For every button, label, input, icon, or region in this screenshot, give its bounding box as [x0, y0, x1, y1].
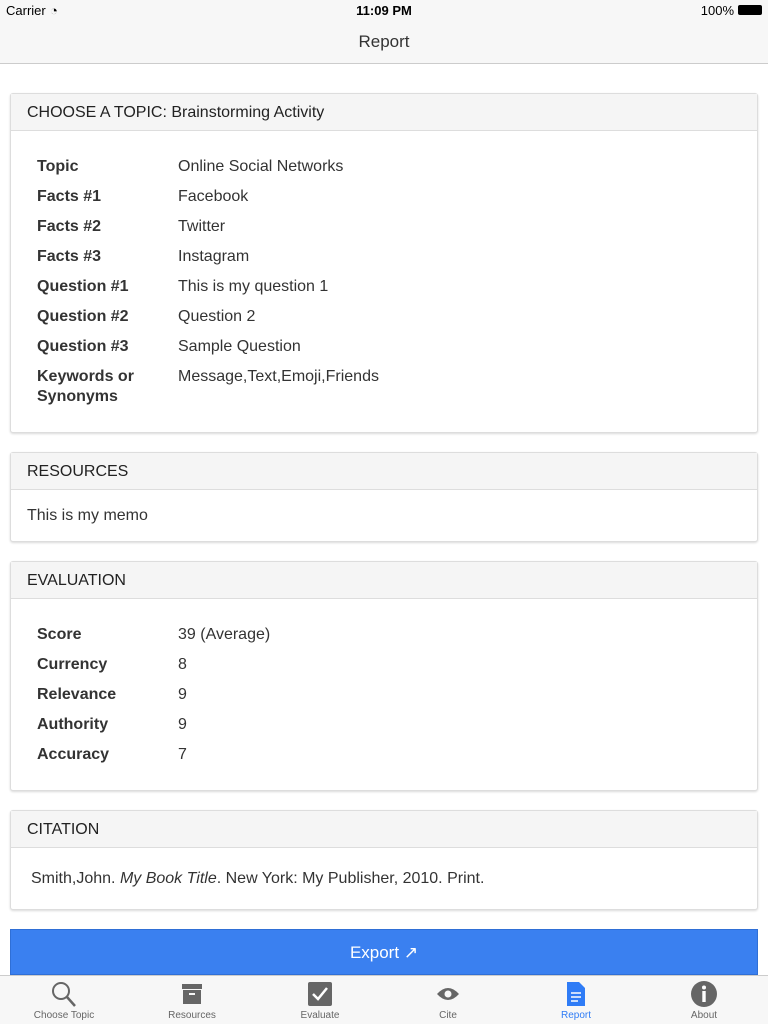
wifi-icon: ◔	[50, 3, 58, 18]
topic-header: CHOOSE A TOPIC: Brainstorming Activity	[11, 94, 757, 131]
topic-row	[37, 157, 757, 187]
row-label: Score	[37, 626, 82, 643]
row-label: Currency	[37, 656, 108, 673]
tab-bar	[0, 975, 768, 1024]
tab-label: Resources	[168, 1010, 216, 1021]
row-label: Authority	[37, 716, 109, 733]
tab-about[interactable]	[640, 976, 768, 1024]
tab-label: Choose Topic	[33, 1010, 95, 1021]
tab-choose-topic[interactable]	[0, 976, 128, 1024]
topic-panel	[10, 93, 758, 433]
row-value: Online Social Networks	[178, 158, 344, 175]
topic-row	[37, 337, 757, 367]
share-icon: ↗	[403, 943, 419, 962]
row-value: 9	[178, 686, 187, 703]
topic-row	[37, 307, 757, 337]
citation-author: Smith,John.	[31, 870, 120, 887]
checkbox-icon	[306, 980, 334, 1008]
tab-resources[interactable]	[128, 976, 256, 1024]
tab-cite[interactable]	[384, 976, 512, 1024]
row-value: Instagram	[178, 248, 250, 265]
row-label: Accuracy	[37, 746, 110, 763]
row-label: Facts #2	[37, 218, 102, 235]
citation-rest: . New York: My Publisher, 2010. Print.	[216, 870, 485, 887]
evaluation-row	[37, 745, 757, 775]
row-value: 7	[178, 746, 187, 763]
row-value: 8	[178, 656, 187, 673]
row-value: 39 (Average)	[178, 626, 271, 643]
citation-title: My Book Title	[119, 870, 217, 887]
row-value: Sample Question	[178, 338, 301, 355]
citation-text	[11, 848, 757, 910]
row-value: Question 2	[178, 308, 256, 325]
topic-row	[37, 187, 757, 217]
evaluation-row	[37, 715, 757, 745]
topic-row	[37, 217, 757, 247]
info-icon	[690, 980, 718, 1008]
row-label: Topic	[37, 158, 79, 175]
tab-label: Cite	[439, 1010, 457, 1021]
tab-label: Evaluate	[300, 1010, 340, 1021]
row-label: Relevance	[37, 686, 117, 703]
battery-icon	[738, 5, 762, 15]
citation-panel	[10, 810, 758, 910]
row-label: Question #1	[37, 278, 129, 295]
export-label: Export	[349, 943, 400, 962]
nav-title: Report	[0, 20, 768, 64]
row-label: Keywords or Synonyms	[37, 368, 134, 405]
row-value: 9	[178, 716, 187, 733]
tab-evaluate[interactable]	[256, 976, 384, 1024]
tab-report[interactable]	[512, 976, 640, 1024]
export-button[interactable]	[10, 929, 758, 975]
battery-label: 100%	[700, 3, 734, 18]
time-label: 11:09 PM	[356, 3, 412, 18]
evaluation-row	[37, 655, 757, 685]
tab-label: Report	[560, 1010, 591, 1021]
resources-header: RESOURCES	[11, 453, 757, 490]
row-value: Twitter	[178, 218, 226, 235]
topic-row	[37, 277, 757, 307]
citation-header: CITATION	[11, 811, 757, 848]
evaluation-row	[37, 625, 757, 655]
evaluation-row	[37, 685, 757, 715]
document-icon	[562, 980, 590, 1008]
evaluation-header: EVALUATION	[11, 562, 757, 599]
resources-memo: This is my memo	[27, 507, 148, 524]
carrier-label: Carrier	[6, 3, 46, 18]
row-label: Question #2	[37, 308, 129, 325]
tab-label: About	[690, 1010, 718, 1021]
archive-icon	[178, 980, 206, 1008]
row-label: Facts #3	[37, 248, 102, 265]
row-label: Question #3	[37, 338, 129, 355]
eye-icon	[434, 980, 462, 1008]
row-value: This is my question 1	[178, 278, 329, 295]
topic-row	[37, 367, 757, 407]
row-value: Message,Text,Emoji,Friends	[178, 368, 379, 385]
row-value: Facebook	[178, 188, 249, 205]
search-icon	[50, 980, 78, 1008]
topic-row	[37, 247, 757, 277]
status-bar	[0, 0, 768, 20]
row-label: Facts #1	[37, 188, 102, 205]
resources-panel	[10, 452, 758, 542]
evaluation-panel	[10, 561, 758, 791]
